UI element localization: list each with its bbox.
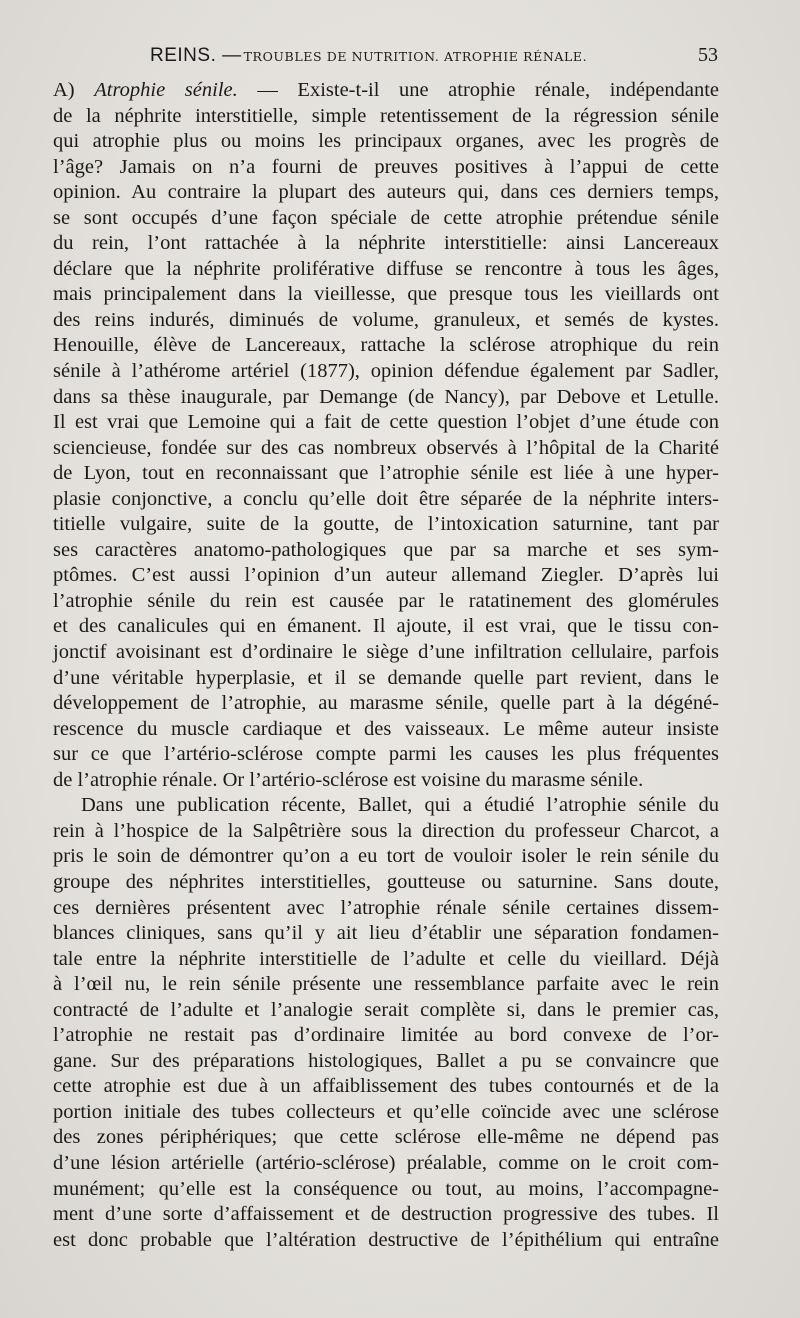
text-line: Il est vrai que Lemoine qui a fait de cette question l’objet d’une étude con bbox=[53, 411, 719, 434]
text-line: portion initiale des tubes collecteurs et qu’elle coïncide avec une sclérose bbox=[53, 1100, 719, 1123]
text-line: des zones périphériques; que cette sclérose elle-même ne dépend pas bbox=[53, 1126, 719, 1149]
text-line: d’une lésion artérielle (artério-sclérose) préalable, comme on le croit com- bbox=[53, 1151, 719, 1174]
text-line: opinion. Au contraire la plupart des auteurs qui, dans ces derniers temps, bbox=[53, 181, 719, 204]
text-line: l’âge? Jamais on n’a fourni de preuves positives à l’appui de cette bbox=[53, 155, 719, 178]
text-line: des reins indurés, diminués de volume, granuleux, et semés de kystes. bbox=[53, 308, 719, 331]
text-line: rein à l’hospice de la Salpêtrière sous la direction du professeur Charcot, a bbox=[53, 819, 719, 842]
page-number: 53 bbox=[698, 44, 718, 66]
text-line: blances cliniques, sans qu’il y ait lieu d’établir une séparation fondamen- bbox=[53, 922, 719, 945]
text-line: dans sa thèse inaugurale, par Demange (de Nancy), par Debove et Letulle. bbox=[53, 385, 719, 408]
text-line: de Lyon, tout en reconnaissant que l’atrophie sénile est liée à une hyper- bbox=[53, 462, 719, 485]
text-line: ces dernières présentent avec l’atrophie rénale sénile certaines dissem- bbox=[53, 896, 719, 919]
paragraph-ballet bbox=[53, 793, 719, 1253]
text-line: cette atrophie est due à un affaiblissement des tubes contournés et de la bbox=[53, 1075, 719, 1098]
text-line: sur ce que l’artério-sclérose compte parmi les causes les plus fréquentes bbox=[53, 743, 719, 766]
text-line: pris le soin de démontrer qu’on a eu tort de vouloir isoler le rein sénile du bbox=[53, 845, 719, 868]
text-line: sciencieuse, fondée sur des cas nombreux observés à l’hôpital de la Charité bbox=[53, 436, 719, 459]
text-line: gane. Sur des préparations histologiques, Ballet a pu se convaincre que bbox=[53, 1049, 719, 1072]
text-line: jonctif avoisinant est d’ordinaire le siège d’une infiltration cellulaire, parfois bbox=[53, 641, 719, 664]
text-line: d’une véritable hyperplasie, et il se demande quelle part revient, dans le bbox=[53, 666, 719, 689]
header-subtitle: TROUBLES DE NUTRITION. ATROPHIE RÉNALE. bbox=[243, 49, 588, 64]
paragraph-senile-atrophy bbox=[53, 78, 719, 793]
text-line: qui atrophie plus ou moins les principaux organes, avec les progrès de bbox=[53, 130, 719, 153]
text-line: l’atrophie ne restait pas d’ordinaire limitée au bord convexe de l’or- bbox=[53, 1024, 719, 1047]
text-line: se sont occupés d’une façon spéciale de cette atrophie prétendue sénile bbox=[53, 206, 719, 229]
text-line: Dans une publication récente, Ballet, qui a étudié l’atrophie sénile du bbox=[81, 794, 719, 817]
text-line: de l’atrophie rénale. Or l’artério-sclérose est voisine du marasme sénile. bbox=[53, 768, 644, 791]
text-line: Henouille, élève de Lancereaux, rattache la sclérose atrophique du rein bbox=[53, 334, 719, 357]
section-heading: Atrophie sénile. bbox=[94, 79, 238, 101]
body-text bbox=[53, 78, 719, 1253]
text-line: mais principalement dans la vieillesse, que presque tous les vieillards ont bbox=[53, 283, 719, 306]
text-line: ment d’une sorte d’affaissement et de destruction progressive des tubes. Il bbox=[53, 1203, 719, 1226]
text-line: du rein, l’ont rattachée à la néphrite interstitielle: ainsi Lancereaux bbox=[53, 232, 719, 255]
header-title: REINS. — bbox=[150, 45, 242, 66]
line-text: — Existe-t-il une atrophie rénale, indépendante bbox=[237, 79, 720, 101]
running-header bbox=[53, 44, 718, 74]
text-line: sénile à l’athérome artériel (1877), opinion défendue également par Sadler, bbox=[53, 360, 719, 383]
text-line: rescence du muscle cardiaque et des vaisseaux. Le même auteur insiste bbox=[53, 717, 719, 740]
text-line: groupe des néphrites interstitielles, goutteuse ou saturnine. Sans doute, bbox=[53, 870, 719, 893]
text-line: tale entre la néphrite interstitielle de l’adulte et celle du vieillard. Déjà bbox=[53, 947, 719, 970]
text-line: titielle vulgaire, suite de la goutte, de l’intoxication saturnine, tant par bbox=[53, 513, 719, 536]
text-line: déclare que la néphrite proliférative diffuse se rencontre à tous les âges, bbox=[53, 257, 719, 280]
text-line: ses caractères anatomo-pathologiques que par sa marche et ses sym- bbox=[53, 538, 719, 561]
running-title bbox=[150, 45, 587, 67]
text-line: de la néphrite interstitielle, simple retentissement de la régression sénile bbox=[53, 104, 719, 127]
text-line: et des canalicules qui en émanent. Il ajoute, il est vrai, que le tissu con- bbox=[53, 615, 719, 638]
text-line: développement de l’atrophie, au marasme sénile, quelle part à la dégéné- bbox=[53, 692, 719, 715]
text-line: plasie conjonctive, a conclu qu’elle doit être séparée de la néphrite inters- bbox=[53, 487, 719, 510]
text-line: contracté de l’adulte et l’analogie serait complète si, dans le premier cas, bbox=[53, 998, 719, 1021]
text-line: munément; qu’elle est la conséquence ou tout, au moins, l’accompagne- bbox=[53, 1177, 719, 1200]
text-line: ptômes. C’est aussi l’opinion d’un auteur allemand Ziegler. D’après lui bbox=[53, 564, 719, 587]
text-line bbox=[53, 78, 719, 104]
text-line: l’atrophie sénile du rein est causée par le ratatinement des glomérules bbox=[53, 589, 719, 612]
section-marker: A) bbox=[53, 79, 95, 101]
text-line: est donc probable que l’altération destructive de l’épithélium qui entraîne bbox=[53, 1228, 719, 1251]
text-line: à l’œil nu, le rein sénile présente une ressemblance parfaite avec le rein bbox=[53, 973, 719, 996]
